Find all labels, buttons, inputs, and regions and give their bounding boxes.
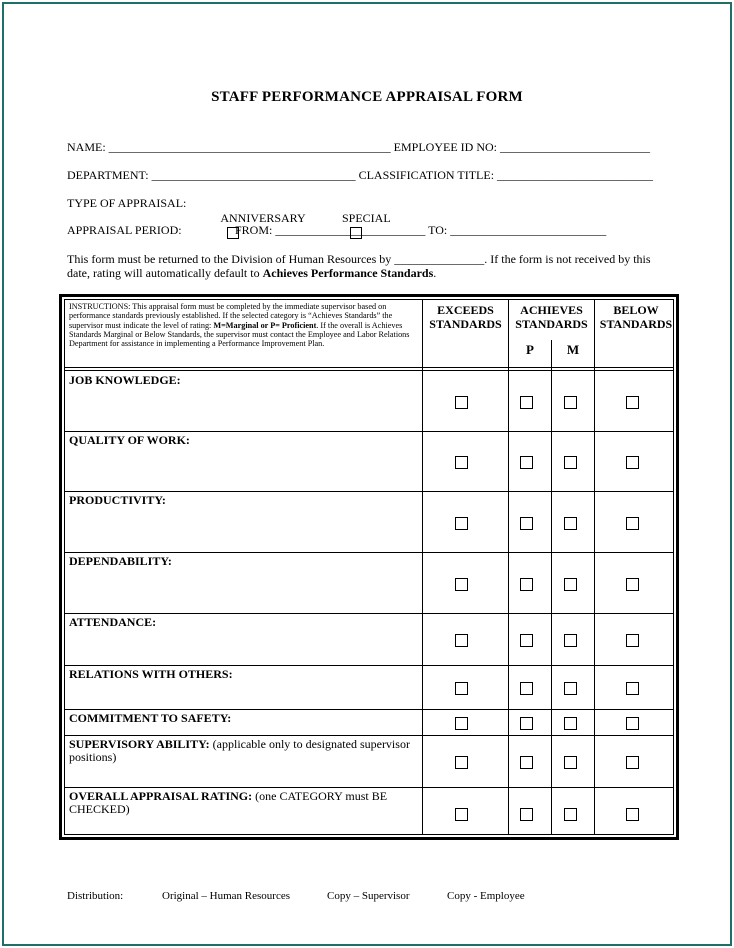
instructions-part: . If the overall is Achieves Standards Marginal or Below Standards, the supervisor must contact the Employee and Labor Relations Department for assistance in implementing a Performance Improvement Plan. <box>69 320 410 349</box>
rating-category: PRODUCTIVITY: <box>69 493 166 507</box>
sub-col-marginal: M <box>566 342 580 357</box>
rating-checkbox-achieves-proficient[interactable] <box>520 396 533 409</box>
rating-row-label <box>69 555 419 568</box>
rating-checkbox-achieves-marginal[interactable] <box>564 456 577 469</box>
col-achieves-standards: ACHIEVES STANDARDS <box>515 303 588 331</box>
rating-checkbox-below[interactable] <box>626 682 639 695</box>
rating-category-note: (one CATEGORY must BE CHECKED) <box>69 789 388 816</box>
form-title: STAFF PERFORMANCE APPRAISAL FORM <box>211 89 523 105</box>
instructions-part: INSTRUCTIONS: This appraisal form must be completed by the immediate supervisor based on performance standards previously established. If the selected category is “Achieves Standards” the supervisor must indicate the level of rating: <box>69 302 393 330</box>
rating-checkbox-below[interactable] <box>626 396 639 409</box>
rating-category: ATTENDANCE: <box>69 615 157 629</box>
rating-checkbox-achieves-marginal[interactable] <box>564 682 577 695</box>
rating-category: JOB KNOWLEDGE: <box>69 373 181 387</box>
rating-checkbox-achieves-marginal[interactable] <box>564 578 577 591</box>
rating-checkbox-exceeds[interactable] <box>455 396 468 409</box>
col-exceeds-standards: EXCEEDS STANDARDS <box>429 303 502 331</box>
instructions-text <box>69 302 421 348</box>
rating-checkbox-below[interactable] <box>626 517 639 530</box>
rating-category: RELATIONS WITH OTHERS: <box>69 667 233 681</box>
rating-checkbox-achieves-proficient[interactable] <box>520 808 533 821</box>
rating-checkbox-below[interactable] <box>626 717 639 730</box>
col-below-standards: BELOW STANDARDS <box>599 303 673 331</box>
department-classification-line[interactable]: DEPARTMENT: __________________________________ CLASSIFICATION TITLE: __________________________ <box>67 168 654 182</box>
distribution-label: Distribution: <box>67 890 124 902</box>
rating-category-note: (applicable only to designated supervisor positions) <box>69 737 410 764</box>
type-of-appraisal-label: TYPE OF APPRAISAL: <box>67 196 187 210</box>
col-divider <box>508 300 509 834</box>
header-divider <box>65 367 673 368</box>
return-notice-text: This form must be returned to the Division of Human Resources by _______________. If the form is not received by this date, rating will automatically default to <box>67 252 651 280</box>
rating-checkbox-achieves-proficient[interactable] <box>520 756 533 769</box>
rating-checkbox-achieves-marginal[interactable] <box>564 517 577 530</box>
rating-checkbox-exceeds[interactable] <box>455 517 468 530</box>
distribution-copy-employee: Copy - Employee <box>447 890 525 902</box>
rating-table <box>59 294 679 840</box>
col-divider <box>551 340 552 834</box>
rating-checkbox-below[interactable] <box>626 756 639 769</box>
rating-checkbox-exceeds[interactable] <box>455 634 468 647</box>
rating-row-label <box>69 712 419 725</box>
rating-checkbox-achieves-proficient[interactable] <box>520 634 533 647</box>
rating-checkbox-below[interactable] <box>626 456 639 469</box>
rating-checkbox-achieves-proficient[interactable] <box>520 456 533 469</box>
rating-checkbox-below[interactable] <box>626 808 639 821</box>
rating-checkbox-exceeds[interactable] <box>455 808 468 821</box>
rating-checkbox-exceeds[interactable] <box>455 717 468 730</box>
rating-row-label <box>69 790 419 816</box>
appraisal-period-label: APPRAISAL PERIOD: <box>67 223 182 237</box>
rating-checkbox-achieves-proficient[interactable] <box>520 578 533 591</box>
rating-checkbox-achieves-marginal[interactable] <box>564 717 577 730</box>
rating-category: QUALITY OF WORK: <box>69 433 190 447</box>
rating-row-label <box>69 434 419 447</box>
rating-checkbox-achieves-marginal[interactable] <box>564 756 577 769</box>
rating-category: DEPENDABILITY: <box>69 554 172 568</box>
row-divider <box>65 709 673 710</box>
row-divider <box>65 491 673 492</box>
rating-checkbox-achieves-proficient[interactable] <box>520 717 533 730</box>
instructions-rating-levels: M=Marginal or P= Proficient <box>213 320 317 330</box>
rating-checkbox-exceeds[interactable] <box>455 756 468 769</box>
name-employee-id-line[interactable]: NAME: _______________________________________________ EMPLOYEE ID NO: _________________________ <box>67 140 650 154</box>
rating-row-label <box>69 738 419 764</box>
col-divider <box>594 300 595 834</box>
rating-row-label <box>69 494 419 507</box>
rating-checkbox-achieves-marginal[interactable] <box>564 808 577 821</box>
anniversary-label: ANNIVERSARY <box>220 211 306 225</box>
return-notice-default: Achieves Performance Standards <box>262 266 434 280</box>
rating-checkbox-exceeds[interactable] <box>455 682 468 695</box>
rating-category: SUPERVISORY ABILITY: <box>69 737 210 751</box>
appraisal-period-dates[interactable]: FROM: _________________________ TO: __________________________ <box>235 223 607 237</box>
return-notice-end: . <box>433 266 437 280</box>
rating-checkbox-below[interactable] <box>626 578 639 591</box>
rating-checkbox-achieves-proficient[interactable] <box>520 517 533 530</box>
rating-checkbox-exceeds[interactable] <box>455 578 468 591</box>
rating-row-label <box>69 374 419 387</box>
rating-category: COMMITMENT TO SAFETY: <box>69 711 232 725</box>
special-label: SPECIAL <box>342 211 391 225</box>
row-divider <box>65 735 673 736</box>
rating-checkbox-achieves-marginal[interactable] <box>564 634 577 647</box>
row-divider <box>65 431 673 432</box>
header-divider <box>65 370 673 371</box>
distribution-copy-supervisor: Copy – Supervisor <box>327 890 410 902</box>
rating-checkbox-achieves-marginal[interactable] <box>564 396 577 409</box>
rating-table-inner <box>64 299 674 835</box>
rating-checkbox-achieves-proficient[interactable] <box>520 682 533 695</box>
sub-col-proficient: P <box>526 342 534 357</box>
rating-category: OVERALL APPRAISAL RATING: <box>69 789 253 803</box>
row-divider <box>65 665 673 666</box>
col-divider <box>422 300 423 834</box>
rating-row-label <box>69 668 419 681</box>
rating-row-label <box>69 616 419 629</box>
row-divider <box>65 552 673 553</box>
return-notice <box>67 252 667 280</box>
row-divider <box>65 613 673 614</box>
rating-checkbox-below[interactable] <box>626 634 639 647</box>
distribution-original: Original – Human Resources <box>162 890 290 902</box>
row-divider <box>65 787 673 788</box>
rating-checkbox-exceeds[interactable] <box>455 456 468 469</box>
